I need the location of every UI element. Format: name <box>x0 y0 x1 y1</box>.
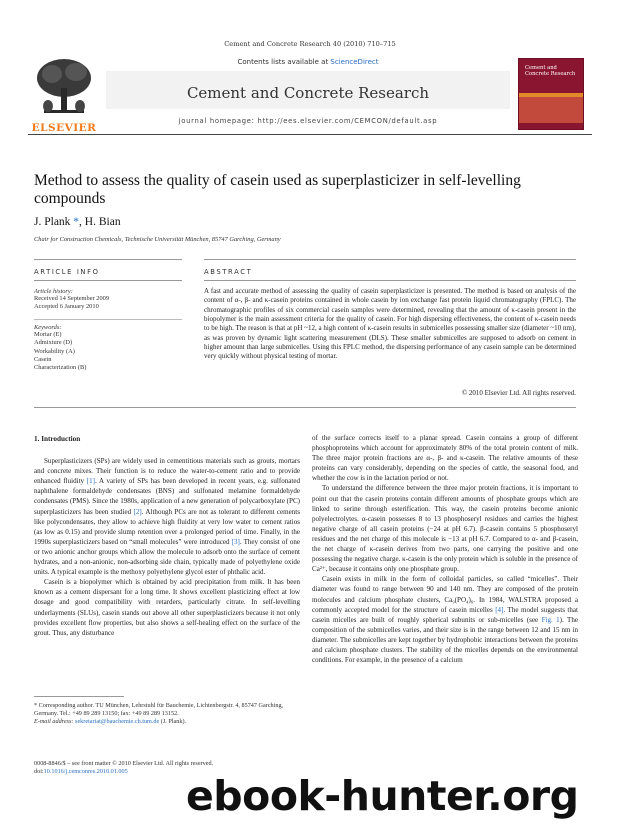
authors <box>34 216 121 228</box>
affiliation: Chair for Construction Chemicals, Technische Universität München, 85747 Garching, Germany <box>34 236 281 243</box>
received-date: Received 14 September 2009 <box>34 295 110 302</box>
paragraph: of the surface corrects itself to a planar spread. Casein contains a group of different phosphoproteins which account for approximately 80% of the total protein content of milk. The three major protein fractions are α-, β- and κ-casein. The relative amounts of these proteins can vary considerably, depending on the species of cattle, the seasonal food, and whether the cow is in the lactation period or not. <box>312 434 578 483</box>
masthead-rule <box>28 134 592 135</box>
accepted-date: Accepted 6 January 2010 <box>34 303 99 311</box>
journal-homepage[interactable]: journal homepage: http://ees.elsevier.com/CEMCON/default.asp <box>178 117 438 125</box>
text-run: Superplasticizers (SPs) are widely used in cementitious materials such as grouts, mortars and concrete mixes. Their function is to reduce the water-to-cement ratio and to provide enhanced fluidity <box>34 457 300 486</box>
masthead-center <box>106 56 510 136</box>
keywords-label: Keywords: <box>34 323 62 331</box>
cover-band <box>519 97 583 123</box>
email-line <box>34 718 304 726</box>
journal-name: Cement and Concrete Research <box>186 84 430 102</box>
masthead <box>28 56 592 136</box>
author-plank: J. Plank <box>34 216 74 228</box>
history-label: Article history: <box>34 288 73 295</box>
paragraph: Casein is a biopolymer which is obtained by acid precipitation from milk. It has been known as a cement dispersant for a long time. It shows excellent plasticizing effect at low dosage and good compatibility with retarders, particularly citrate. In self-levelling underlayments (SLUs), casein stands out above all other superplasticizers because it not only provides excellent flow properties, but also shows a self-healing effect on the surface of the grout. Thus, any disturbance <box>34 578 300 637</box>
article-info-top-rule <box>34 259 182 260</box>
sciencedirect-link[interactable]: ScienceDirect <box>330 58 379 66</box>
paragraph <box>312 574 578 665</box>
article-title: Method to assess the quality of casein used as superplasticizer in self-levelling compounds <box>34 172 521 207</box>
cover-title: Cement and Concrete Research <box>525 65 576 77</box>
info-divider <box>34 319 182 320</box>
keyword: Characterization (B) <box>34 364 87 372</box>
email-suffix: (J. Plank). <box>159 718 187 725</box>
paragraph <box>34 456 300 577</box>
corresponding-author-note: * Corresponding author. TU München, Lehrstuhl für Bauchemie, Lichtenbergstr. 4, 85747 Garching, Germany. Tel.: +49 89 289 13150; fax: +49 89 289 13152. <box>34 702 284 717</box>
keyword: Casein <box>34 356 52 364</box>
citation-link[interactable]: [1] <box>86 477 95 486</box>
section-heading-introduction: 1. Introduction <box>34 435 81 443</box>
text-run: ). The composition of the submicelles varies, and their size is in the range between 12 and 15 nm in diameter. The submicelles are kept together by hydrophobic interactions between the proteins and calcium phosphate clusters. The stability of the micelles depends on the environmental conditions. For example, in the presence of a calcium <box>312 615 578 665</box>
issn-line: 0008-8846/$ – see front matter © 2010 Elsevier Ltd. All rights reserved. <box>34 760 214 767</box>
email-label: E-mail address: <box>34 718 76 725</box>
article-info-heading: ARTICLE INFO <box>34 268 100 276</box>
article-info-rule <box>34 280 182 281</box>
text-run: . Although PCs are not as tolerant to different cements like polycondensates, they allow to achieve high fluidity at very low water to cement ratios (as low as 0.15) and provide slump retention over a prolonged period of time. Finally, in the 1990s superplasticizers based on “small molecules” were introduced <box>34 507 300 546</box>
elsevier-logo <box>28 56 100 136</box>
left-column <box>34 434 300 638</box>
abstract-rule <box>204 280 576 281</box>
keyword: Workability (A) <box>34 347 75 355</box>
keyword: Admixture (D) <box>34 339 73 347</box>
text-run: . They consist of one or two anionic anchor groups which allow the molecule to adsorb onto the surface of cement hydrates, and a non-anionic, non-adsorbing side chain, typically made of polyethylene oxide units. A typical example is the methoxy polyethylene glycol ester of phthalic acid. <box>34 537 301 577</box>
text-run: . A variety of SPs has been developed in recent years, e.g. sulfonated naphthalene formaldehyde condensates (BNS) and sulfonated melamine formaldehyde condensates (PMS). Since the 1980s, application of a new generation of polycarboxylate (PC) superplasticizers has been studied <box>34 477 300 516</box>
keyword: Mortar (E) <box>34 330 62 338</box>
text-run: Casein exists in milk in the form of colloidal particles, so called “micelles”. Their diameter was found to range between 90 and 140 nm. They are composed of the protein molecules and calcium phosphate clusters, Ca₉(PO₄)₆. In 1984, WALSTRA proposed a commonly accepted model for the structure of casein micelles <box>312 575 578 614</box>
footnote-rule <box>34 696 124 697</box>
paragraph: To understand the difference between the three major protein fractions, it is important to point out that the casein proteins contain different amounts of phosphate groups which are linked to serine through esterification. This way, the casein proteins become anionic polyelectrolytes. α-casein possesses 8 to 13 phosphoseryl residues and carries the highest negative charge of all casein proteins (−24 at pH 6.7). β-casein contains 5 phosphoseryl residues and the net charge of this molecule is −13 at pH 6.7. Compared to α- and β-casein, the net charge of κ-casein derives from two parts, one carrying the positive and one possessing the negative charge. κ-casein is the only protein which is soluble in the presence of Ca²⁺, because it contains only one phosphate group. <box>312 484 578 574</box>
abstract-text: A fast and accurate method of assessing the quality of casein superplasticizer is presented. The method is based on analysis of the content of α-, β- and κ-casein proteins contained in whole casein by ion exchange fast protein liquid chromatography (FPLC). The chromatographic profiles of six commercial casein samples were determined, revealing that the amount of κ-casein present in the biopolymer is the main assessment criteria for the quality of casein. For high dispersing effectiveness, the content of κ-casein needs to be high. The reason is that at pH ~12, a high content of κ-casein results in submicelles possessing smaller size (diameter ~10 nm), as was proven by dynamic light scattering measurement (DLS). These smaller submicelles are supposed to adsorb on cement in higher amount than large submicelles. Using this FPLC method, the dispersing performance of any casein sample can be determined very quickly without physical testing of mortar. <box>204 287 576 361</box>
figure-link[interactable]: Fig. 1 <box>541 615 560 624</box>
elsevier-tree-icon <box>34 56 94 118</box>
doi-prefix: doi: <box>34 768 44 775</box>
right-column <box>312 433 578 665</box>
article-info <box>34 284 182 373</box>
email-link[interactable]: sekretariat@bauchemie.ch.tum.de <box>75 718 160 725</box>
contents-prefix: Contents lists available at <box>237 58 331 66</box>
journal-reference: Cement and Concrete Research 40 (2010) 710–715 <box>224 40 396 48</box>
author-bian: , H. Bian <box>79 216 121 228</box>
abstract-bottom-rule <box>34 407 576 408</box>
doi-link[interactable]: 10.1016/j.cemconres.2010.01.005 <box>43 768 128 775</box>
citation-link[interactable]: [4] <box>495 605 504 614</box>
text-run: . The model suggests that casein micelles are built of roughly spherical subunits or sub-micelles (see <box>312 605 578 624</box>
abstract-heading: ABSTRACT <box>204 268 253 276</box>
citation-link[interactable]: [3] <box>231 537 240 546</box>
copyright: © 2010 Elsevier Ltd. All rights reserved. <box>461 389 576 397</box>
corresponding-author-marker[interactable]: * <box>73 216 80 228</box>
elsevier-wordmark: ELSEVIER <box>31 122 97 134</box>
footnote <box>34 702 304 726</box>
contents-line <box>106 58 510 66</box>
abstract-top-rule <box>204 259 576 260</box>
citation-link[interactable]: [2] <box>133 507 142 516</box>
journal-cover-image <box>518 58 584 130</box>
watermark: ebook-hunter.org <box>186 772 579 820</box>
